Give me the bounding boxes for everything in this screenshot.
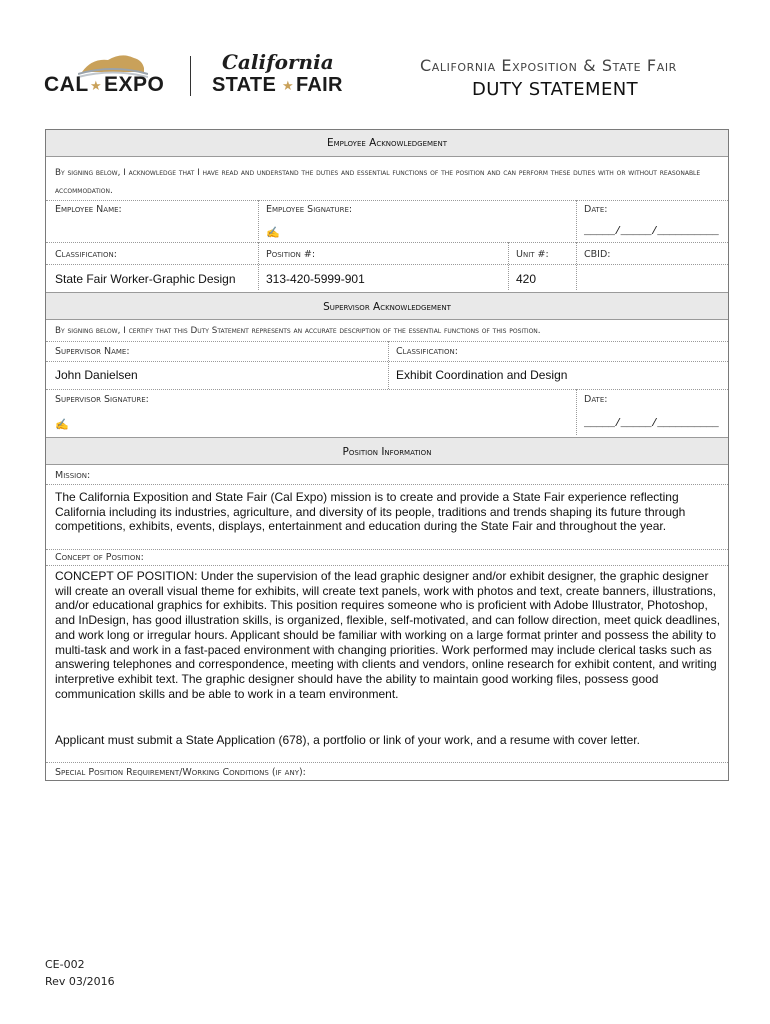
duty-statement-form — [45, 129, 729, 781]
employee-section-header: Employee Acknowledgement — [46, 130, 728, 157]
state-fair-logo-left: STATE — [212, 74, 277, 96]
position-info-section-header: Position Information — [46, 437, 728, 465]
supervisor-classification-value[interactable]: Exhibit Coordination and Design — [396, 368, 568, 382]
form-revision: Rev 03/2016 — [45, 975, 115, 988]
supervisor-section-header: Supervisor Acknowledgement — [46, 292, 728, 320]
employee-signature-label: Employee Signature: — [266, 204, 353, 215]
state-fair-logo-right: FAIR — [296, 74, 343, 96]
org-title: California Exposition & State Fair — [420, 56, 677, 75]
employee-name-field[interactable] — [48, 218, 256, 240]
star-icon: ★ — [282, 78, 294, 93]
doc-title: DUTY STATEMENT — [472, 79, 639, 100]
cbid-label: CBID: — [584, 249, 611, 260]
california-script: California — [222, 50, 334, 74]
mission-label: Mission: — [55, 470, 91, 481]
employee-date-field[interactable]: _____/_____/__________ — [584, 226, 719, 238]
unit-number-label: Unit #: — [516, 249, 549, 260]
supervisor-signature-label: Supervisor Signature: — [55, 394, 149, 405]
employee-signature-field[interactable] — [260, 218, 574, 240]
cbid-field[interactable] — [578, 266, 726, 288]
cal-expo-logo-right: EXPO — [104, 73, 165, 96]
supervisor-date-field[interactable]: _____/_____/__________ — [584, 418, 719, 430]
mission-text: The California Exposition and State Fair (Cal Expo) mission is to create and provide a State Fair experience reflecting California including its industries, agriculture, and diversity of its people, traditions and trends shaping its future through competitions, exhibits, events, displays, entertainment and education during the State Fair and throughout the year. — [55, 490, 686, 534]
concept-label: Concept of Position: — [55, 552, 144, 563]
supervisor-date-label: Date: — [584, 394, 608, 405]
employee-date-label: Date: — [584, 204, 608, 215]
position-number-label: Position #: — [266, 249, 316, 260]
star-icon: ★ — [90, 78, 102, 93]
cal-expo-logo-left: CAL — [44, 73, 89, 96]
concept-text: CONCEPT OF POSITION: Under the supervision of the lead graphic designer and/or exhibit designer, the graphic designer will create an overall visual theme for exhibits, will create text panels, work with photos and text, create banners, illustrations, and/or educational graphics for exhibits. This position requires someone who is proficient with Adobe Illustrator, Photoshop, and InDesign, has good illustration skills, is organized, flexible, self-motivated, and can follow direction, meet quick deadlines, and work long or irregular hours. Applicant should be familiar with working on a large format printer and possess the ability to multi-task and work in a fast-paced environment with changing priorities. Work performed may include clerical tasks such as answering telephones and correspondence, meeting with clients and vendors, online research for exhibit content, and writing interpretive exhibit text. The graphic designer should have the ability to maintain good working files, possess good communication skills and be able to work in a team environment. — [55, 569, 721, 701]
unit-number-value[interactable]: 420 — [516, 272, 537, 286]
supervisor-signature-field[interactable] — [48, 410, 574, 434]
logo-divider — [190, 56, 191, 96]
supervisor-name-label: Supervisor Name: — [55, 346, 130, 357]
supervisor-classification-label: Classification: — [396, 346, 458, 357]
classification-label: Classification: — [55, 249, 117, 260]
supervisor-name-value[interactable]: John Danielsen — [55, 368, 138, 382]
supervisor-ack-text: By signing below, I certify that this Duty Statement represents an accurate description of the essential functions of this position. — [55, 326, 541, 336]
employee-ack-text: By signing below, I acknowledge that I have read and understand the duties and essential functions of the position and can perform these duties with or without reasonable accommodation. — [55, 168, 701, 196]
employee-name-label: Employee Name: — [55, 204, 122, 215]
pen-icon: ✍ — [266, 227, 280, 239]
position-number-value[interactable]: 313-420-5999-901 — [266, 272, 365, 286]
pen-icon: ✍ — [55, 419, 69, 431]
applicant-text: Applicant must submit a State Application (678), a portfolio or link of your work, and a resume with cover letter. — [55, 733, 640, 747]
form-code: CE-002 — [45, 958, 85, 971]
special-requirements-label: Special Position Requirement/Working Conditions (if any): — [55, 767, 306, 778]
classification-value[interactable]: State Fair Worker-Graphic Design — [55, 272, 236, 286]
